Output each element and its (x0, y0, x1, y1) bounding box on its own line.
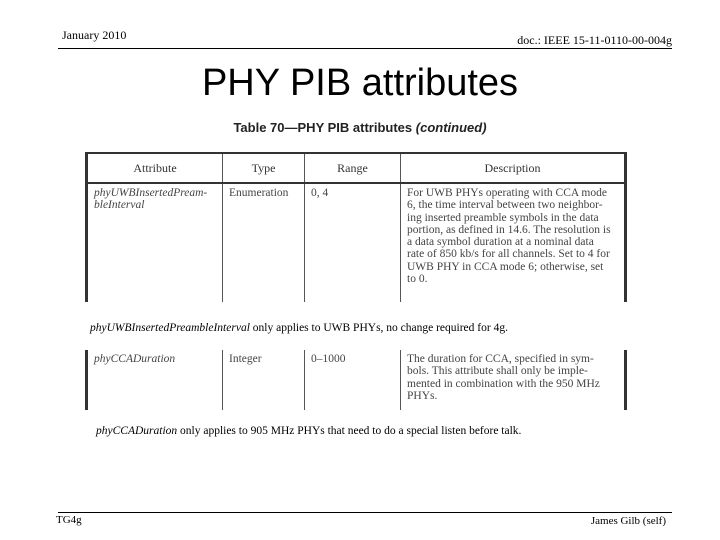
cell-description: The duration for CCA, specified in sym- bols. This attribute shall only be imple- mented in combination with the 950 MHz PHYs. (401, 350, 626, 410)
slide-title: PHY PIB attributes (201, 62, 519, 104)
footer-group: TG4g (56, 514, 82, 526)
cell-type: Enumeration (223, 183, 305, 302)
header-doc-id: doc.: IEEE 15-11-0110-00-004g (517, 33, 672, 47)
cell-type: Integer (223, 350, 305, 410)
note-text: only applies to 905 MHz PHYs that need to do a special listen before talk. (177, 425, 522, 437)
cell-attribute: phyUWBInsertedPream- bleInterval (94, 187, 208, 212)
note-term: phyCCADuration (96, 425, 178, 437)
note-text: only applies to UWB PHYs, no change required for 4g. (249, 322, 508, 334)
table-caption-suffix: (continued) (415, 120, 487, 135)
footer-divider (58, 512, 672, 513)
table-row (87, 183, 626, 302)
header-type: Type (223, 153, 305, 183)
header-date: January 2010 (62, 28, 127, 42)
table-caption (0, 120, 720, 135)
header-range: Range (305, 153, 401, 183)
cell-range: 0, 4 (305, 183, 401, 302)
table-header-row (87, 153, 626, 183)
pib-table-cca-duration (85, 350, 627, 410)
cell-range: 0–1000 (305, 350, 401, 410)
pib-table-inserted-preamble (85, 152, 627, 302)
note-cca-duration (96, 425, 521, 437)
header-attribute: Attribute (87, 153, 223, 183)
cell-attribute: phyCCADuration (94, 353, 176, 365)
header-divider (58, 48, 672, 49)
footer-author: James Gilb (self) (590, 515, 666, 527)
note-inserted-preamble (90, 322, 508, 334)
table-row (87, 350, 626, 410)
cell-description: For UWB PHYs operating with CCA mode 6, the time interval between two neighbor- ing inserted preamble symbols in the data portion, as defined in 14.6. The resolution is a data symbol duration at a nominal data rate of 850 kb/s for all channels. Set to 4 for UWB PHY in CCA mode 6; otherwise, set to 0. (401, 183, 626, 302)
table-caption-prefix: Table 70—PHY PIB attributes (233, 120, 413, 135)
header-description: Description (401, 153, 626, 183)
note-term: phyUWBInsertedPreambleInterval (90, 322, 250, 334)
